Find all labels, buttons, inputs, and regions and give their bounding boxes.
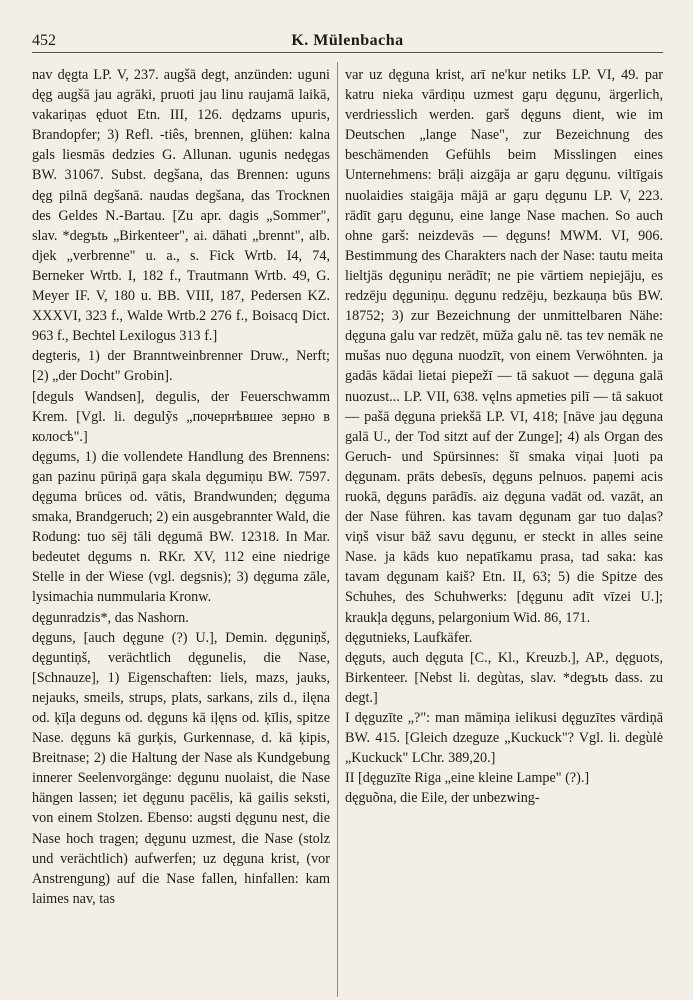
entry-deguts: dęguts, auch dęguta [C., Kl., Kreuzb.], AP., dęguots, Birkenteer. [Nebst li. degùtas, slav. *degъtь dass. zu degt.] <box>345 649 663 706</box>
entry-deguona: dęguõna, die Eile, der unbezwing- <box>345 790 540 807</box>
page-header <box>32 30 663 53</box>
column-divider <box>337 62 338 997</box>
entry-degunradzis: dęgunradzis*, das Nashorn. <box>32 609 189 626</box>
page-number: 452 <box>32 32 56 49</box>
entry-degteris: degteris, 1) der Branntweinbrenner Druw., Nerft; [2) „der Docht" Grobin]. <box>32 348 330 385</box>
entry-deguns-continuation: var uz dęguna krist, arī ne'kur netiks LP. VI, 49. par katru nieka vārdiņu uzmest gaŗu dęgunu, ärgerlich, verdriesslich werden. garš dęguns dient, wie im Deutschen „lange Nase", zur Bezeichnung des beschämenden Gefühls beim Misslingen eines Unternehmens: brāļi aizgāja ar gaŗu dęgunu. viltīgais nuolaidies staigāja mājā ar gaŗu dęgunu LP. V, 223. rādīt gaŗu dęgunu, eine lange Nase machen. So auch ohne garš: neizdevās — dęguns! MWM. VI, 906. Bestimmung des Charakters nach der Nase: tautu meita lieltjās dęguniņu nerādīt; ne pie vārtiem nepiejāju, es redzēju dęguniņu. dęgunu redzēju, bezkauņa būs BW. 18752; 3) zur Bezeichnung der unmittelbaren Nähe: dęguna galu var redzēt, mūža galu nē. tas tev nemāk ne mušas nuo dęguna nuodzīt, von einem Verwöhnten. ja gadās kādai lietai piepežī — tā sakuot — dęguna galā nuozust... LP. VII, 638. vęlns apmeties pilī — tā sakuot — pašā dęguna priekšā LP. VI, 418; [nāve jau dęguna galā U., der Tod sitzt auf der Zunge]; 4) als Organ des Geruch- und Spürsinnes: šī smaka viņai ļuoti pa dęgunam. prāts debesīs, dęguns pelnuos. paņemi acis ruokā, dęguns parādīs. aiz dęguna vadāt od. vazāt, an der Nase führen. kas tavam dęgunam gar tuo daļas? viņš visur bāž savu dęgunu, er steckt in alles seine Nase. ja kāds kuo nepatīkamu prasa, tad saka: kas tavam dęgunam kaiš? Etn. II, 63; 5) die Spitze des Schuhes, des Schuhwerks: [dęgunu adīt vīzei U.]; kraukļa dęguns, pelargonium Wid. 86, 171. <box>345 67 663 626</box>
entry-deguzite-1: I dęguzīte „?": man māmiņa ielikusi dęguzītes vārdiņā BW. 415. [Gleich dzeguze „Kuckuck"? Vgl. li. degùlė „Kuckuck" LChr. 389,20.] <box>345 710 663 767</box>
entry-deguns: dęguns, [auch dęgune (?) U.], Demin. dęguniņš, dęguntiņš, verächtlich dęgunelis, die Nase, [Schnauze], 1) Eigenschaften: liels, mazs, jauks, nejauks, smeils, strups, plats, sarkans, zils d., ilęna od. ķīļa deguns od. dęguns kā iļęns od. ķīlis, spitze Nase. dęguns kā gurķis, Gurkennase, d. kā ķipis, Breitnase; 2) die Haltung der Nase als Kundgebung innerer Seelenvorgänge: dęgunu nuolaist, die Nase hängen lassen; iet dęgunu pacēlis, kā gailis seksti, von einem Stolzen. Ebenso: augsti dęgunu nest, die Nase hoch tragen; dęgunu uzmest, die Nase (stolz und verächtlich) aufwerfen; uz dęguna krist, (vor Anstrengung) auf die Nase fallen, hinfallen: kam laimes nav, tas <box>32 629 330 907</box>
running-head: K. Mülenbacha <box>291 32 404 49</box>
right-column <box>345 65 663 808</box>
entry-deguls: [deguls Wandsen], degulis, der Feuerschwamm Krem. [Vgl. li. degulỹs „почернѣвшее зерно в колосѣ".] <box>32 388 330 445</box>
entry-deguzite-2: II [dęguzīte Riga „eine kleine Lampe" (?).] <box>345 770 590 787</box>
left-column <box>32 65 330 909</box>
entry-degums: dęgums, 1) die vollendete Handlung des Brennens: gan pazinu pūriņā gaŗa skala dęgumiņu BW. 7597. dęguma brūces od. vātis, Brandwunden; dęguma smaka, Brandgeruch; 2) ein ausgebrannter Wald, die Rodung: tuo sēj tāli dęgumā BW. 12318. In Mar. bedeutet dęgums n. RKr. XV, 112 eine niedrige Stelle in der Wiese (vgl. degsnis); 3) dęguma zāle, lysimachia nummularia Kronw. <box>32 448 330 606</box>
entry-degt-continuation: nav dęgta LP. V, 237. augšā degt, anzünden: uguni dęg augšā jau agrāki, pruoti jau linu raujamā laikā, vakariņas ęduot Etn. III, 126. dędzams upuris, Brandopfer; 3) Refl. -tiês, brennen, glühen: kalna gals liesmās dedzies G. Allunan. ugunis nedęgas BW. 31067. Subst. degšana, das Brennen: uguns dęg pilnā degšanā. naudas degšana, das Trocknen des Geldes N.-Bartau. [Zu apr. dagis „Sommer", slav. *degъtь „Birkenteer", ai. dāhati „brennt", alb. djek „verbrenne" u. a., s. Fick Wrtb. I4, 74, Berneker Wrtb. I, 182 f., Trautmann Wrtb. 49, G. Meyer IF. V, 180 u. BB. VIII, 187, Pedersen KZ. XXXVI, 323 f., Walde Wrtb.2 276 f., Boisacq Dict. 963 f., Bechtel Lexilogus 313 f.] <box>32 67 330 345</box>
entry-degutnieks: dęgutnieks, Laufkäfer. <box>345 629 473 646</box>
